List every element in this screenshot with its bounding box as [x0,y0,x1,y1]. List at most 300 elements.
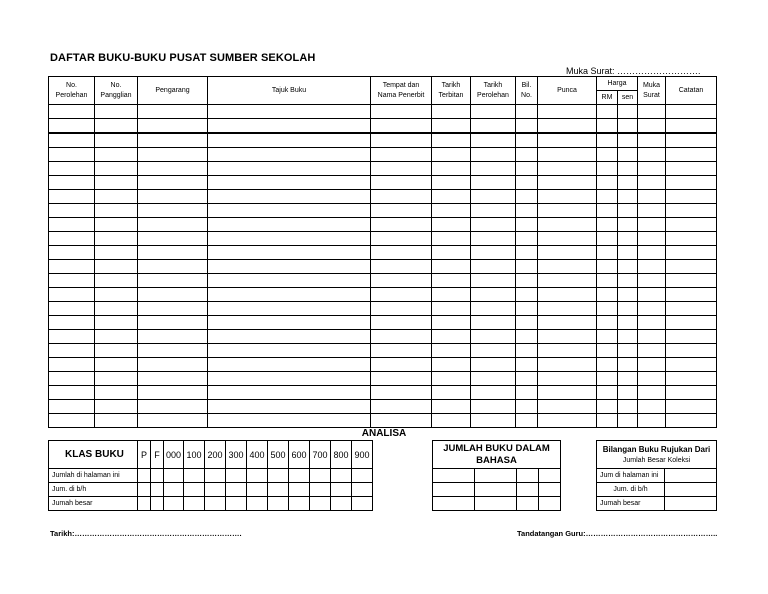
table-cell [538,414,597,428]
table-cell [138,119,208,134]
table-row [49,330,717,344]
table-cell [371,246,432,260]
table-cell [516,302,538,316]
table-cell [516,344,538,358]
table-cell [95,218,138,232]
table-cell [208,133,371,148]
table-cell [371,148,432,162]
klas-column-header: 900 [352,441,373,469]
table-row [49,176,717,190]
table-cell [95,105,138,119]
analisa-title: ANALISA [361,428,407,439]
table-cell [49,119,95,134]
table-cell [538,400,597,414]
table-cell [516,274,538,288]
table-cell [138,400,208,414]
klas-column-header: 700 [310,441,331,469]
table-cell [471,148,516,162]
table-cell [352,469,373,483]
table-cell [371,288,432,302]
klas-column-header: 300 [226,441,247,469]
table-cell [371,400,432,414]
table-row [49,218,717,232]
header-punca: Punca [538,77,597,105]
table-cell [618,105,638,119]
table-cell [665,497,717,511]
table-cell [618,232,638,246]
rujukan-header-line2: Jumlah Besar Koleksi [622,456,691,464]
table-row [49,162,717,176]
header-pengarang: Pengarang [138,77,208,105]
table-cell [49,414,95,428]
table-cell [471,302,516,316]
table-cell [138,358,208,372]
table-cell [597,218,618,232]
table-cell [49,204,95,218]
table-cell [138,218,208,232]
table-cell [310,497,331,511]
table-cell [471,133,516,148]
page-number-label: Muka Surat: ………………………. [566,66,701,76]
table-cell [371,274,432,288]
table-cell [49,246,95,260]
table-row [49,372,717,386]
table-cell [638,232,666,246]
table-cell [208,260,371,274]
klas-column-header: F [151,441,164,469]
tandatangan-signature-line: Tandatangan Guru:…………………………………………….. [517,529,718,538]
table-cell [95,330,138,344]
table-cell [638,148,666,162]
table-cell [517,497,539,511]
table-cell [471,358,516,372]
table-cell [49,218,95,232]
table-cell [666,218,717,232]
table-cell [49,260,95,274]
table-row [49,246,717,260]
table-cell [95,316,138,330]
table-cell [666,400,717,414]
table-cell [471,105,516,119]
table-cell [471,330,516,344]
table-cell [618,386,638,400]
table-cell [95,246,138,260]
table-cell [471,288,516,302]
header-tarikh-perolehan: Tarikh Perolehan [471,77,516,105]
table-row [49,288,717,302]
header-tempat-penerbit: Tempat dan Nama Penerbit [371,77,432,105]
table-cell [138,246,208,260]
table-cell [138,386,208,400]
table-cell [638,414,666,428]
rujukan-header-line1: Bilangan Buku Rujukan Dari [602,444,711,454]
table-cell [666,302,717,316]
header-no-panggilan: No. Pangglian [95,77,138,105]
table-cell [471,400,516,414]
table-cell [208,218,371,232]
table-row [49,119,717,134]
table-cell [49,372,95,386]
table-row [433,469,561,483]
table-cell [597,105,618,119]
table-cell [226,497,247,511]
table-cell [138,316,208,330]
table-cell [538,288,597,302]
table-cell [666,105,717,119]
table-cell [432,133,471,148]
table-cell [638,274,666,288]
table-cell [638,372,666,386]
table-cell [208,148,371,162]
rujukan-table [596,440,717,511]
table-row [49,274,717,288]
table-cell [666,190,717,204]
table-cell [538,372,597,386]
table-cell [538,274,597,288]
table-cell [432,274,471,288]
klas-row-label: Jumlah di halaman ini [49,469,138,483]
table-cell [471,386,516,400]
table-cell [95,302,138,316]
table-row [49,105,717,119]
header-rm: RM [597,91,618,105]
table-cell [95,162,138,176]
table-cell [516,400,538,414]
table-cell [666,372,717,386]
table-cell [331,469,352,483]
book-list-table [48,76,717,428]
table-cell [538,148,597,162]
table-cell [184,469,205,483]
table-cell [516,176,538,190]
table-cell [95,386,138,400]
table-cell [618,316,638,330]
table-cell [538,302,597,316]
table-cell [432,400,471,414]
table-cell [95,372,138,386]
table-cell [432,302,471,316]
table-cell [471,344,516,358]
table-cell [516,260,538,274]
table-cell [247,497,268,511]
table-cell [371,316,432,330]
table-cell [638,246,666,260]
table-cell [666,176,717,190]
table-cell [371,232,432,246]
table-cell [638,316,666,330]
table-cell [208,358,371,372]
table-cell [432,344,471,358]
table-cell [638,400,666,414]
klas-column-header: 800 [331,441,352,469]
table-row [597,469,717,483]
table-cell [597,302,618,316]
table-cell [371,414,432,428]
table-cell [597,414,618,428]
header-muka-surat: Muka Surat [638,77,666,105]
table-cell [471,232,516,246]
table-cell [618,260,638,274]
table-cell [618,372,638,386]
table-cell [268,483,289,497]
table-cell [516,330,538,344]
table-cell [666,316,717,330]
table-cell [138,344,208,358]
table-cell [539,483,561,497]
table-row [49,386,717,400]
table-cell [539,469,561,483]
table-cell [538,386,597,400]
table-cell [638,218,666,232]
table-cell [516,386,538,400]
table-cell [638,288,666,302]
table-cell [205,483,226,497]
table-cell [666,344,717,358]
table-cell [597,358,618,372]
table-cell [432,330,471,344]
table-cell [666,204,717,218]
table-cell [247,483,268,497]
table-cell [371,176,432,190]
table-cell [138,204,208,218]
table-cell [618,162,638,176]
table-cell [433,497,475,511]
table-row [49,204,717,218]
table-cell [49,400,95,414]
table-row [49,358,717,372]
table-cell [164,497,184,511]
table-cell [208,400,371,414]
table-row [49,302,717,316]
table-cell [95,400,138,414]
table-cell [516,119,538,134]
table-cell [432,260,471,274]
table-cell [597,204,618,218]
table-cell [138,176,208,190]
header-harga: Harga [597,77,638,91]
table-cell [538,119,597,134]
table-cell [538,232,597,246]
table-cell [666,386,717,400]
table-cell [638,119,666,134]
table-cell [432,316,471,330]
table-cell [310,469,331,483]
table-cell [597,176,618,190]
klas-column-header: 400 [247,441,268,469]
table-cell [597,246,618,260]
table-cell [164,469,184,483]
rujukan-row-label: Jum. di b/h [597,483,665,497]
table-cell [638,190,666,204]
table-cell [666,232,717,246]
table-cell [208,414,371,428]
table-cell [618,302,638,316]
table-cell [638,204,666,218]
header-sen: sen [618,91,638,105]
table-cell [371,105,432,119]
table-cell [95,232,138,246]
table-row [49,344,717,358]
table-cell [432,246,471,260]
table-cell [432,204,471,218]
table-cell [597,386,618,400]
table-cell [371,386,432,400]
table-cell [432,162,471,176]
table-cell [666,288,717,302]
table-row [597,483,717,497]
table-row [433,497,561,511]
table-cell [432,232,471,246]
table-cell [597,133,618,148]
table-cell [208,302,371,316]
table-cell [638,260,666,274]
table-cell [247,469,268,483]
table-row [49,400,717,414]
table-cell [538,133,597,148]
rujukan-header [597,441,717,469]
table-cell [597,344,618,358]
table-cell [618,246,638,260]
table-cell [95,274,138,288]
table-row [49,414,717,428]
table-cell [138,288,208,302]
table-cell [666,274,717,288]
table-cell [618,414,638,428]
table-cell [471,274,516,288]
table-cell [666,330,717,344]
table-cell [516,232,538,246]
table-cell [471,260,516,274]
table-row [49,232,717,246]
table-cell [138,483,151,497]
table-cell [331,483,352,497]
table-cell [618,358,638,372]
table-cell [597,288,618,302]
table-cell [49,344,95,358]
rujukan-row-label: Jumah besar [597,497,665,511]
table-cell [49,190,95,204]
table-cell [538,204,597,218]
table-cell [433,483,475,497]
table-cell [289,497,310,511]
table-cell [666,358,717,372]
table-cell [138,372,208,386]
table-cell [49,302,95,316]
table-cell [618,274,638,288]
table-cell [432,119,471,134]
klas-column-header: 100 [184,441,205,469]
table-cell [49,330,95,344]
table-cell [95,344,138,358]
table-cell [49,274,95,288]
table-cell [95,414,138,428]
table-row [49,483,373,497]
table-cell [597,372,618,386]
table-cell [208,119,371,134]
header-bil-no: Bil. No. [516,77,538,105]
header-no-perolehan: No. Perolehan [49,77,95,105]
table-cell [138,190,208,204]
table-cell [432,414,471,428]
table-cell [95,190,138,204]
table-cell [665,469,717,483]
table-cell [516,288,538,302]
table-cell [516,246,538,260]
table-cell [371,330,432,344]
table-cell [638,302,666,316]
table-cell [371,218,432,232]
table-cell [597,400,618,414]
table-cell [95,133,138,148]
table-cell [665,483,717,497]
table-cell [618,133,638,148]
table-cell [471,246,516,260]
table-cell [208,176,371,190]
table-cell [666,260,717,274]
table-cell [618,218,638,232]
table-cell [638,386,666,400]
table-cell [205,497,226,511]
table-cell [208,316,371,330]
table-cell [638,133,666,148]
table-cell [516,218,538,232]
table-row [49,260,717,274]
table-cell [538,176,597,190]
table-cell [618,119,638,134]
table-cell [310,483,331,497]
table-cell [666,133,717,148]
table-cell [138,469,151,483]
table-cell [205,469,226,483]
table-cell [475,469,517,483]
header-tajuk-buku: Tajuk Buku [208,77,371,105]
table-cell [538,218,597,232]
table-cell [95,119,138,134]
table-cell [618,148,638,162]
table-cell [618,190,638,204]
table-cell [208,190,371,204]
table-cell [666,162,717,176]
table-cell [208,246,371,260]
table-cell [208,232,371,246]
table-cell [95,288,138,302]
table-cell [151,483,164,497]
table-row [49,133,717,148]
table-row [49,316,717,330]
table-cell [597,260,618,274]
table-cell [432,176,471,190]
table-cell [371,372,432,386]
table-cell [638,330,666,344]
table-cell [208,330,371,344]
table-cell [432,218,471,232]
table-cell [597,148,618,162]
table-cell [138,414,208,428]
table-cell [95,260,138,274]
table-cell [516,148,538,162]
table-cell [138,302,208,316]
table-cell [597,119,618,134]
table-cell [95,358,138,372]
table-cell [538,330,597,344]
table-cell [666,148,717,162]
table-cell [516,414,538,428]
table-cell [516,358,538,372]
table-cell [471,190,516,204]
table-cell [538,246,597,260]
table-cell [618,330,638,344]
klas-column-header: P [138,441,151,469]
